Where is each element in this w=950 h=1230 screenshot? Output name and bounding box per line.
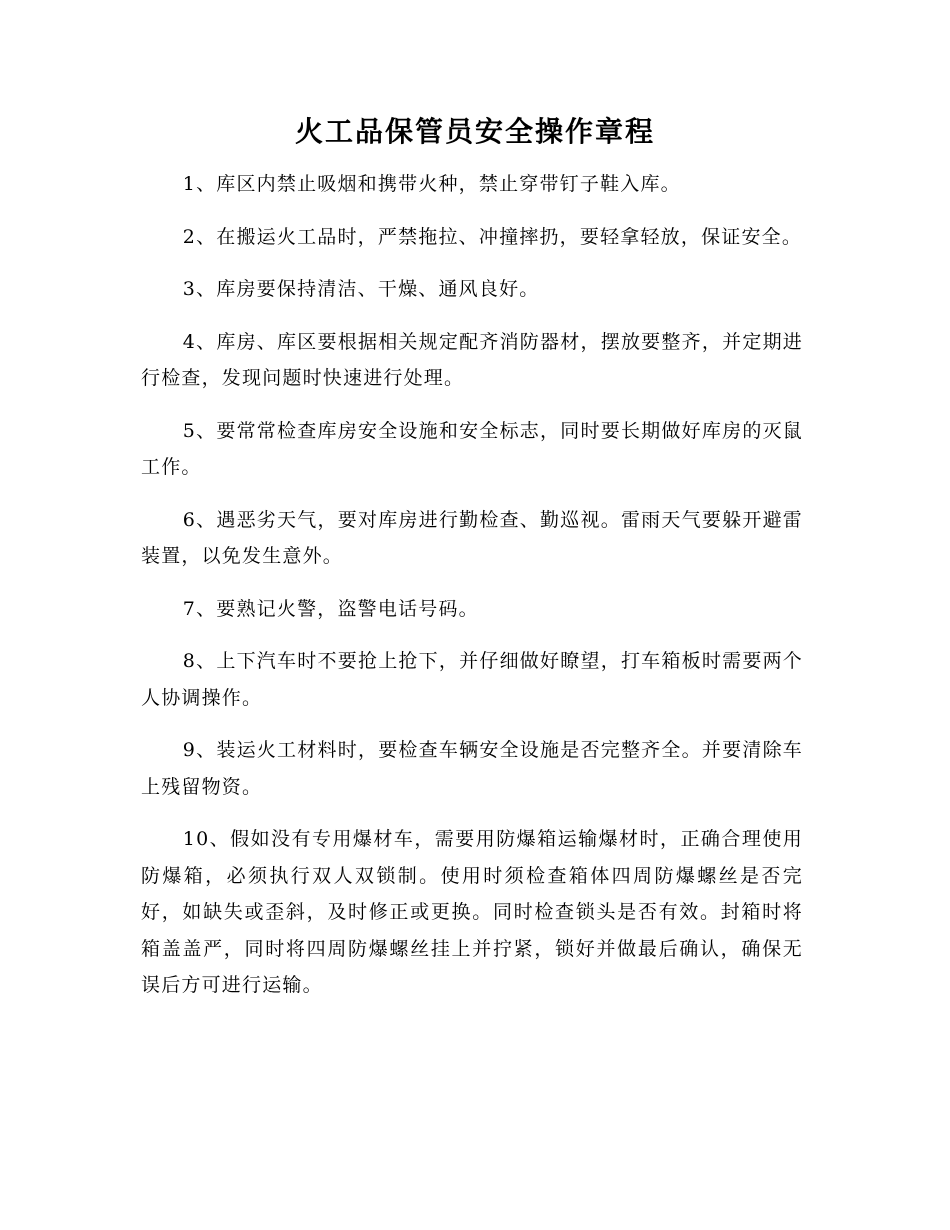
rule-paragraph-2: 2、在搬运火工品时，严禁拖拉、冲撞摔扔，要轻拿轻放，保证安全。 (182, 225, 803, 248)
rule-paragraph-1: 1、库区内禁止吸烟和携带火种，禁止穿带钉子鞋入库。 (182, 173, 681, 195)
rule-paragraph-10: 10、假如没有专用爆材车，需要用防爆箱运输爆材时，正确合理使用防爆箱，必须执行双人双锁制。使用时须检查箱体四周防爆螺丝是否完好，如缺失或歪斜，及时修正或更换。同时检查锁头是否有效。封箱时将箱盖盖严，同时将四周防爆螺丝挂上并拧紧，锁好并做最后确认，确保无误后方可进行运输。 (141, 828, 803, 996)
document-title: 火工品保管员安全操作章程 (294, 115, 655, 148)
rule-paragraph-7: 7、要熟记火警，盗警电话号码。 (182, 597, 479, 620)
rule-paragraph-5: 5、要常常检查库房安全设施和安全标志，同时要长期做好库房的灭鼠工作。 (141, 419, 803, 478)
rule-paragraph-9: 9、装运火工材料时，要检查车辆安全设施是否完整齐全。并要清除车上残留物资。 (141, 739, 803, 798)
rule-paragraph-6: 6、遇恶劣天气，要对库房进行勤检查、勤巡视。雷雨天气要躲开避雷装置，以免发生意外。 (141, 508, 803, 567)
rule-paragraph-8: 8、上下汽车时不要抢上抢下，并仔细做好瞭望，打车箱板时需要两个人协调操作。 (141, 650, 803, 709)
rule-paragraph-3: 3、库房要保持清洁、干燥、通风良好。 (182, 278, 540, 300)
rule-paragraph-4: 4、库房、库区要根据相关规定配齐消防器材，摆放要整齐，并定期进行检查，发现问题时快速进行处理。 (141, 330, 803, 389)
document-body (141, 166, 803, 1020)
